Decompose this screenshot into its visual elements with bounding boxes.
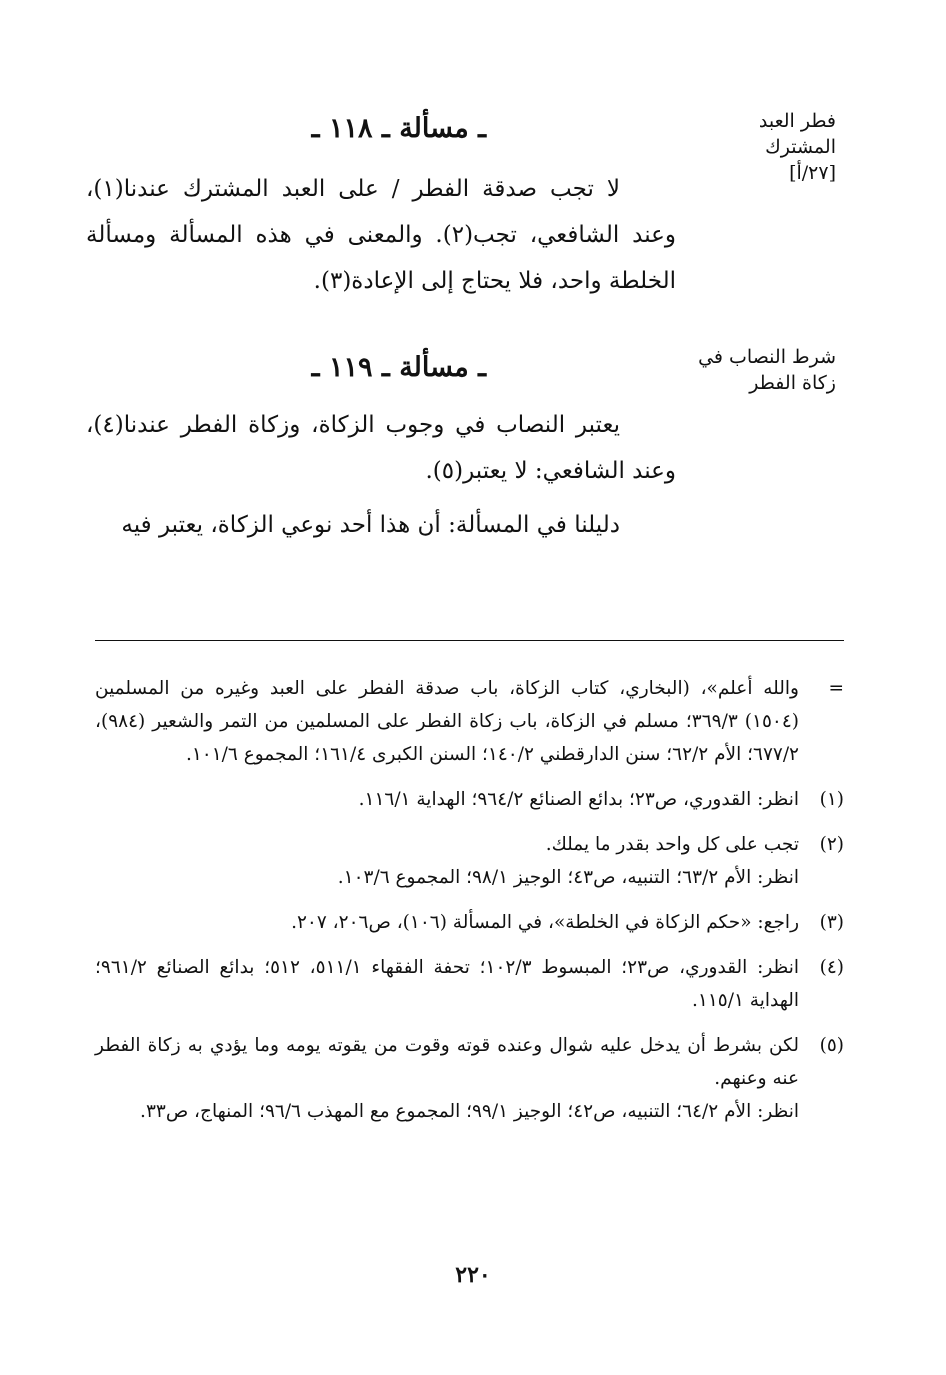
footnote-continuation bbox=[95, 672, 844, 771]
page-number: ٢٢٠ bbox=[455, 1262, 491, 1288]
footnote-separator bbox=[95, 640, 844, 641]
footnote-marker: (٥) bbox=[819, 1035, 844, 1056]
margin-note-common-slave bbox=[666, 108, 836, 186]
footnote-marker: (١) bbox=[819, 789, 844, 810]
paragraph-text: لا تجب صدقة الفطر / على العبد المشترك عندنا(١)، وعند الشافعي، تجب(٢). والمعنى في هذه المسألة ومسألة الخلطة واحد، فلا يحتاج إلى الإعادة(٣). bbox=[86, 176, 676, 294]
footnote-text: والله أعلم»، (البخاري، كتاب الزكاة، باب صدقة الفطر على العبد وغيره من المسلمين (١٥٠٤) ٣٦٩/٣؛ مسلم في الزكاة، باب زكاة الفطر على المسلمين من التمر والشعير (٩٨٤)، ٦٧٧/٢؛ الأم ٦٢/٢؛ سنن الدارقطني ١٤٠/٢؛ السنن الكبرى ١٦١/٤؛ المجموع ١٠١/٦. bbox=[95, 678, 799, 765]
footnote-text: انظر: الأم ٦٤/٢؛ التنبيه، ص٤٢؛ الوجيز ٩٩/١؛ المجموع مع المهذب ٩٦/٦؛ المنهاج، ص٣٣. bbox=[140, 1101, 799, 1122]
footnote-marker: (٢) bbox=[819, 834, 844, 855]
margin-note-nisab-condition bbox=[666, 344, 836, 396]
margin-note-line: المشترك bbox=[765, 136, 836, 158]
paragraph-text: دليلنا في المسألة: أن هذا أحد نوعي الزكاة، يعتبر فيه bbox=[121, 512, 620, 538]
margin-note-title: فطر العبد bbox=[758, 110, 836, 132]
footnote-text: انظر: القدوري، ص٢٣؛ المبسوط ١٠٢/٣؛ تحفة الفقهاء ٥١١/١، ٥١٢؛ بدائع الصنائع ٩٦١/٢؛ الهداية ١١٥/١. bbox=[95, 957, 799, 1011]
footnotes bbox=[95, 672, 844, 1140]
footnote-text: انظر: الأم ٦٣/٢؛ التنبيه، ص٤٣؛ الوجيز ٩٨/١؛ المجموع ١٠٣/٦. bbox=[337, 867, 799, 888]
footnote-5 bbox=[95, 1029, 844, 1128]
paragraph-text: يعتبر النصاب في وجوب الزكاة، وزكاة الفطر عندنا(٤)، وعند الشافعي: لا يعتبر(٥). bbox=[86, 412, 676, 484]
section-119-paragraph-2 bbox=[86, 502, 676, 548]
footnote-4 bbox=[95, 951, 844, 1017]
margin-note-line: زكاة الفطر bbox=[749, 372, 836, 394]
footnote-text: تجب على كل واحد بقدر ما يملك. bbox=[545, 834, 799, 855]
footnote-3 bbox=[95, 906, 844, 939]
margin-note-title: شرط النصاب في bbox=[698, 346, 836, 368]
section-119-paragraph-1 bbox=[86, 402, 676, 494]
footnote-text: انظر: القدوري، ص٢٣؛ بدائع الصنائع ٩٦٤/٢؛ الهداية ١١٦/١. bbox=[358, 789, 799, 810]
section-heading-118: ـ مسألة ـ ١١٨ ـ bbox=[311, 113, 486, 144]
section-heading-119: ـ مسألة ـ ١١٩ ـ bbox=[311, 352, 486, 383]
footnote-marker: (٤) bbox=[819, 957, 844, 978]
footnote-2 bbox=[95, 828, 844, 894]
footnote-text: لكن بشرط أن يدخل عليه شوال وعنده قوته وقوت من يقوته يومه وما يؤدي به زكاة الفطر عنه وعنهم. bbox=[95, 1035, 799, 1089]
footnote-text: راجع: «حكم الزكاة في الخلطة»، في المسألة (١٠٦)، ص٢٠٦، ٢٠٧. bbox=[291, 912, 799, 933]
folio-reference: [٢٧/أ] bbox=[789, 162, 836, 184]
footnote-1 bbox=[95, 783, 844, 816]
section-118-paragraph bbox=[86, 166, 676, 304]
footnote-marker: = bbox=[828, 678, 844, 699]
footnote-marker: (٣) bbox=[819, 912, 844, 933]
